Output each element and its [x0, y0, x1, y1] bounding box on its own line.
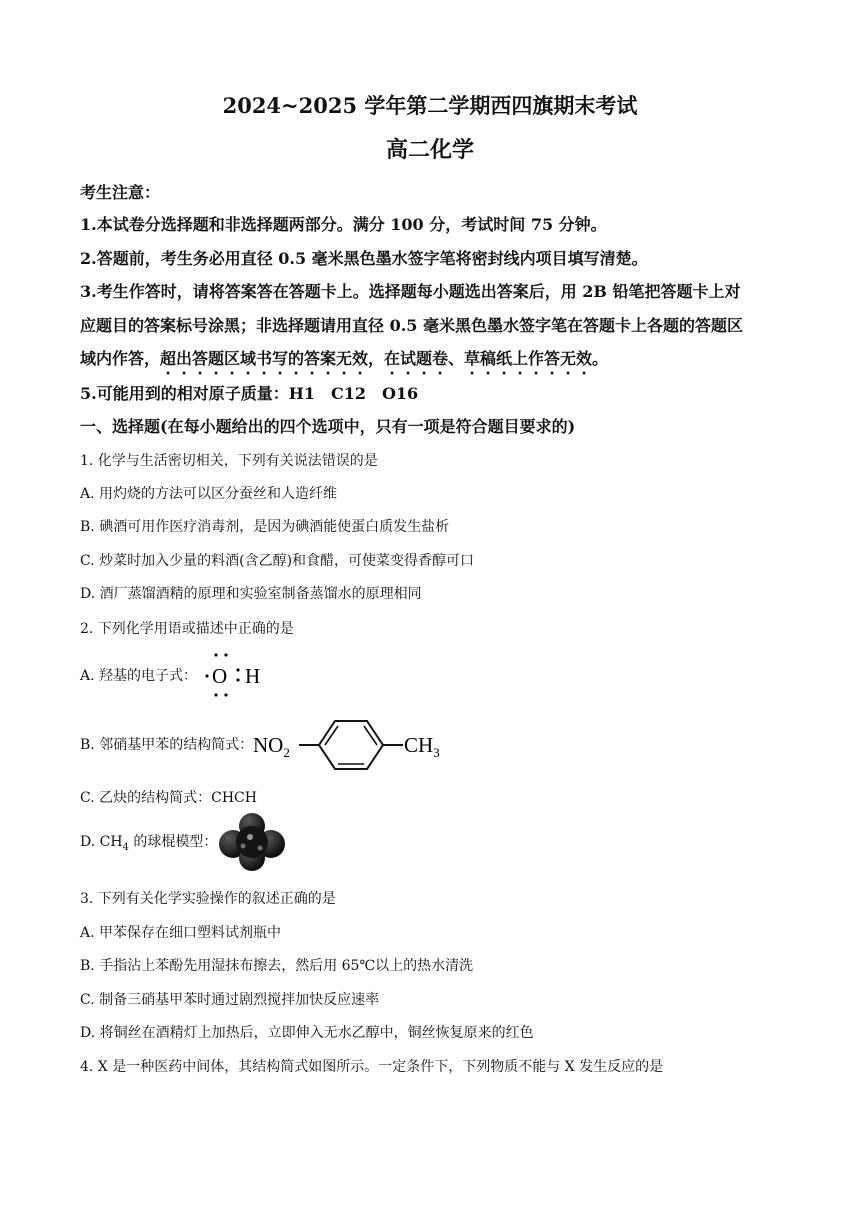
q1-stem: 1. 化学与生活密切相关，下列有关说法错误的是 — [80, 453, 378, 469]
notice-item-3-line-2: 应题目的答案标号涂黑；非选择题请用直径 0.5 毫米黑色墨水签字笔在答题卡上各题的答题区 — [80, 316, 743, 335]
bond-pair-dot — [236, 668, 239, 671]
q1-option-b: B. 碘酒可用作医疗消毒剂，是因为碘酒能使蛋白质发生盐析 — [80, 519, 450, 535]
highlight — [241, 844, 246, 849]
notice-item-5: 5.可能用到的相对原子质量：H1 C12 O16 — [80, 384, 419, 403]
oxygen-symbol: O — [212, 664, 228, 688]
q2-option-a — [80, 650, 784, 700]
exam-title: 2024~2025 学年第二学期西四旗期末考试 — [222, 93, 638, 118]
hydrogen-symbol: H — [245, 664, 261, 688]
methane-model-image — [217, 812, 287, 872]
lone-pair-dot — [224, 693, 227, 696]
lone-pair-dot — [214, 653, 217, 656]
section-1-heading: 一、选择题(在每小题给出的四个选项中，只有一项是符合题目要求的) — [80, 417, 576, 436]
q2-option-d-label: D. $CH_4$ 的球棍模型： — [80, 834, 218, 853]
carbon-ball — [236, 826, 268, 858]
q1-option-c: C. 炒菜时加入少量的料酒(含乙醇)和食醋，可使菜变得香醇可口 — [80, 553, 475, 569]
exam-subject: 高二化学 — [385, 137, 474, 163]
q2-option-a-label: A. 羟基的电子式： — [80, 668, 198, 684]
q2-option-b — [80, 716, 784, 772]
ring-double-bond — [325, 726, 338, 745]
notice-item-3-end: 。 — [592, 349, 609, 368]
notice-heading: 考生注意： — [80, 183, 161, 202]
methyl-group-label: $CH_3$ — [404, 733, 440, 760]
q1-option-a: A. 用灼烧的方法可以区分蚕丝和人造纤维 — [80, 486, 338, 502]
benzene-ring — [319, 721, 383, 769]
nitrotoluene-structure — [253, 716, 453, 772]
hydroxyl-electron-formula — [197, 650, 277, 700]
q2-option-c: C. 乙炔的结构简式：CHCH — [80, 790, 257, 806]
q4-stem: 4. X 是一种医药中间体，其结构简式如图所示。一定条件下，下列物质不能与 X 发生反应的是 — [80, 1059, 664, 1075]
q3-option-a: A. 甲苯保存在细口塑料试剂瓶中 — [80, 925, 282, 941]
ring-double-bond — [364, 726, 377, 745]
highlight — [258, 846, 263, 851]
lone-pair-dot — [205, 674, 208, 677]
bond-pair-dot — [236, 678, 239, 681]
q1-option-d: D. 酒厂蒸馏酒精的原理和实验室制备蒸馏水的原理相同 — [80, 586, 422, 602]
lone-pair-dot — [214, 693, 217, 696]
notice-item-3-line-3 — [80, 346, 784, 378]
q3-stem: 3. 下列有关化学实验操作的叙述正确的是 — [80, 891, 336, 907]
q3-option-d: D. 将铜丝在酒精灯上加热后，立即伸入无水乙醇中，铜丝恢复原来的红色 — [80, 1025, 534, 1041]
q2-option-b-label: B. 邻硝基甲苯的结构简式： — [80, 737, 254, 753]
q2-stem: 2. 下列化学用语或描述中正确的是 — [80, 621, 294, 637]
notice-emphasis-text: 超出答题区域书写的答案无效，在试题卷、草稿纸上作答无效 — [160, 349, 593, 368]
q3-option-b: B. 手指沾上苯酚先用湿抹布擦去，然后用 65℃以上的热水清洗 — [80, 958, 474, 974]
notice-item-1: 1.本试卷分选择题和非选择题两部分。满分 100 分，考试时间 75 分钟。 — [80, 215, 607, 234]
lone-pair-dot — [224, 653, 227, 656]
highlight — [247, 834, 253, 840]
notice-item-2: 2.答题前，考生务必用直径 0.5 毫米黑色墨水签字笔将密封线内项目填写清楚。 — [80, 249, 648, 268]
notice-item-3-text: 域内作答， — [80, 349, 161, 368]
q3-option-c: C. 制备三硝基甲苯时通过剧烈搅拌加快反应速率 — [80, 992, 380, 1008]
notice-item-3-line-1: 3.考生作答时，请将答案答在答题卡上。选择题每小题选出答案后，用 2B 铅笔把答题卡上对 — [80, 282, 741, 301]
nitro-group-label: $NO_2$ — [253, 733, 291, 760]
q2-option-d — [80, 812, 784, 872]
